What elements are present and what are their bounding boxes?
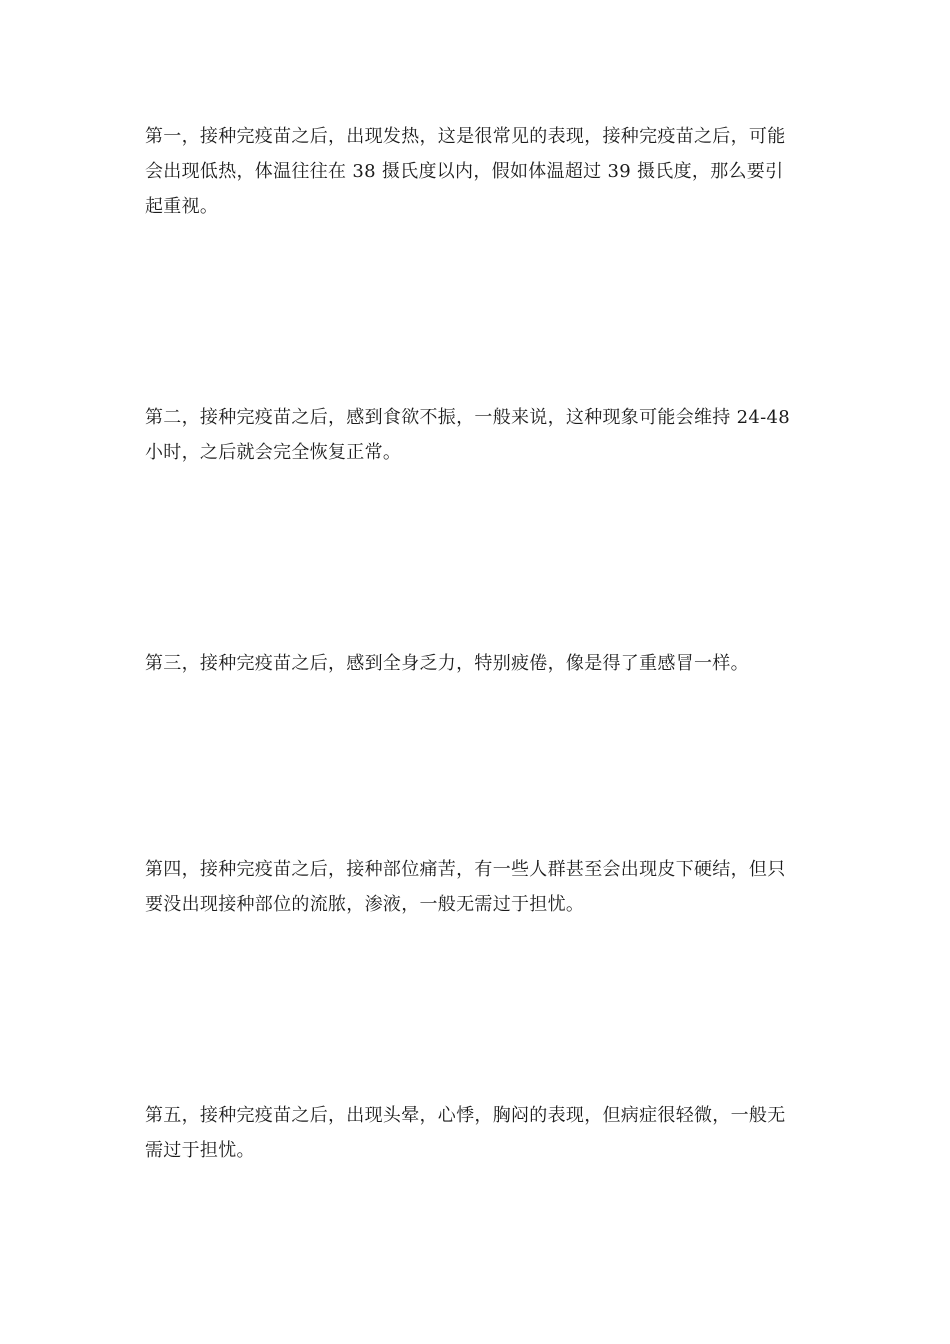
paragraph-1: 第一，接种完疫苗之后，出现发热，这是很常见的表现，接种完疫苗之后，可能会出现低热，体温往往在 38 摄氏度以内，假如体温超过 39 摄氏度，那么要引起重视。	[145, 126, 786, 217]
paragraph-2: 第二，接种完疫苗之后，感到食欲不振，一般来说，这种现象可能会维持 24-48 小时，之后就会完全恢复正常。	[145, 407, 791, 463]
paragraph-4: 第四，接种完疫苗之后，接种部位痛苦，有一些人群甚至会出现皮下硬结，但只要没出现接种部位的流脓，渗液，一般无需过于担忧。	[145, 859, 786, 915]
paragraph-5: 第五，接种完疫苗之后，出现头晕，心悸，胸闷的表现，但病症很轻微，一般无需过于担忧。	[145, 1105, 786, 1161]
paragraph-3: 第三，接种完疫苗之后，感到全身乏力，特别疲倦，像是得了重感冒一样。	[145, 653, 749, 674]
